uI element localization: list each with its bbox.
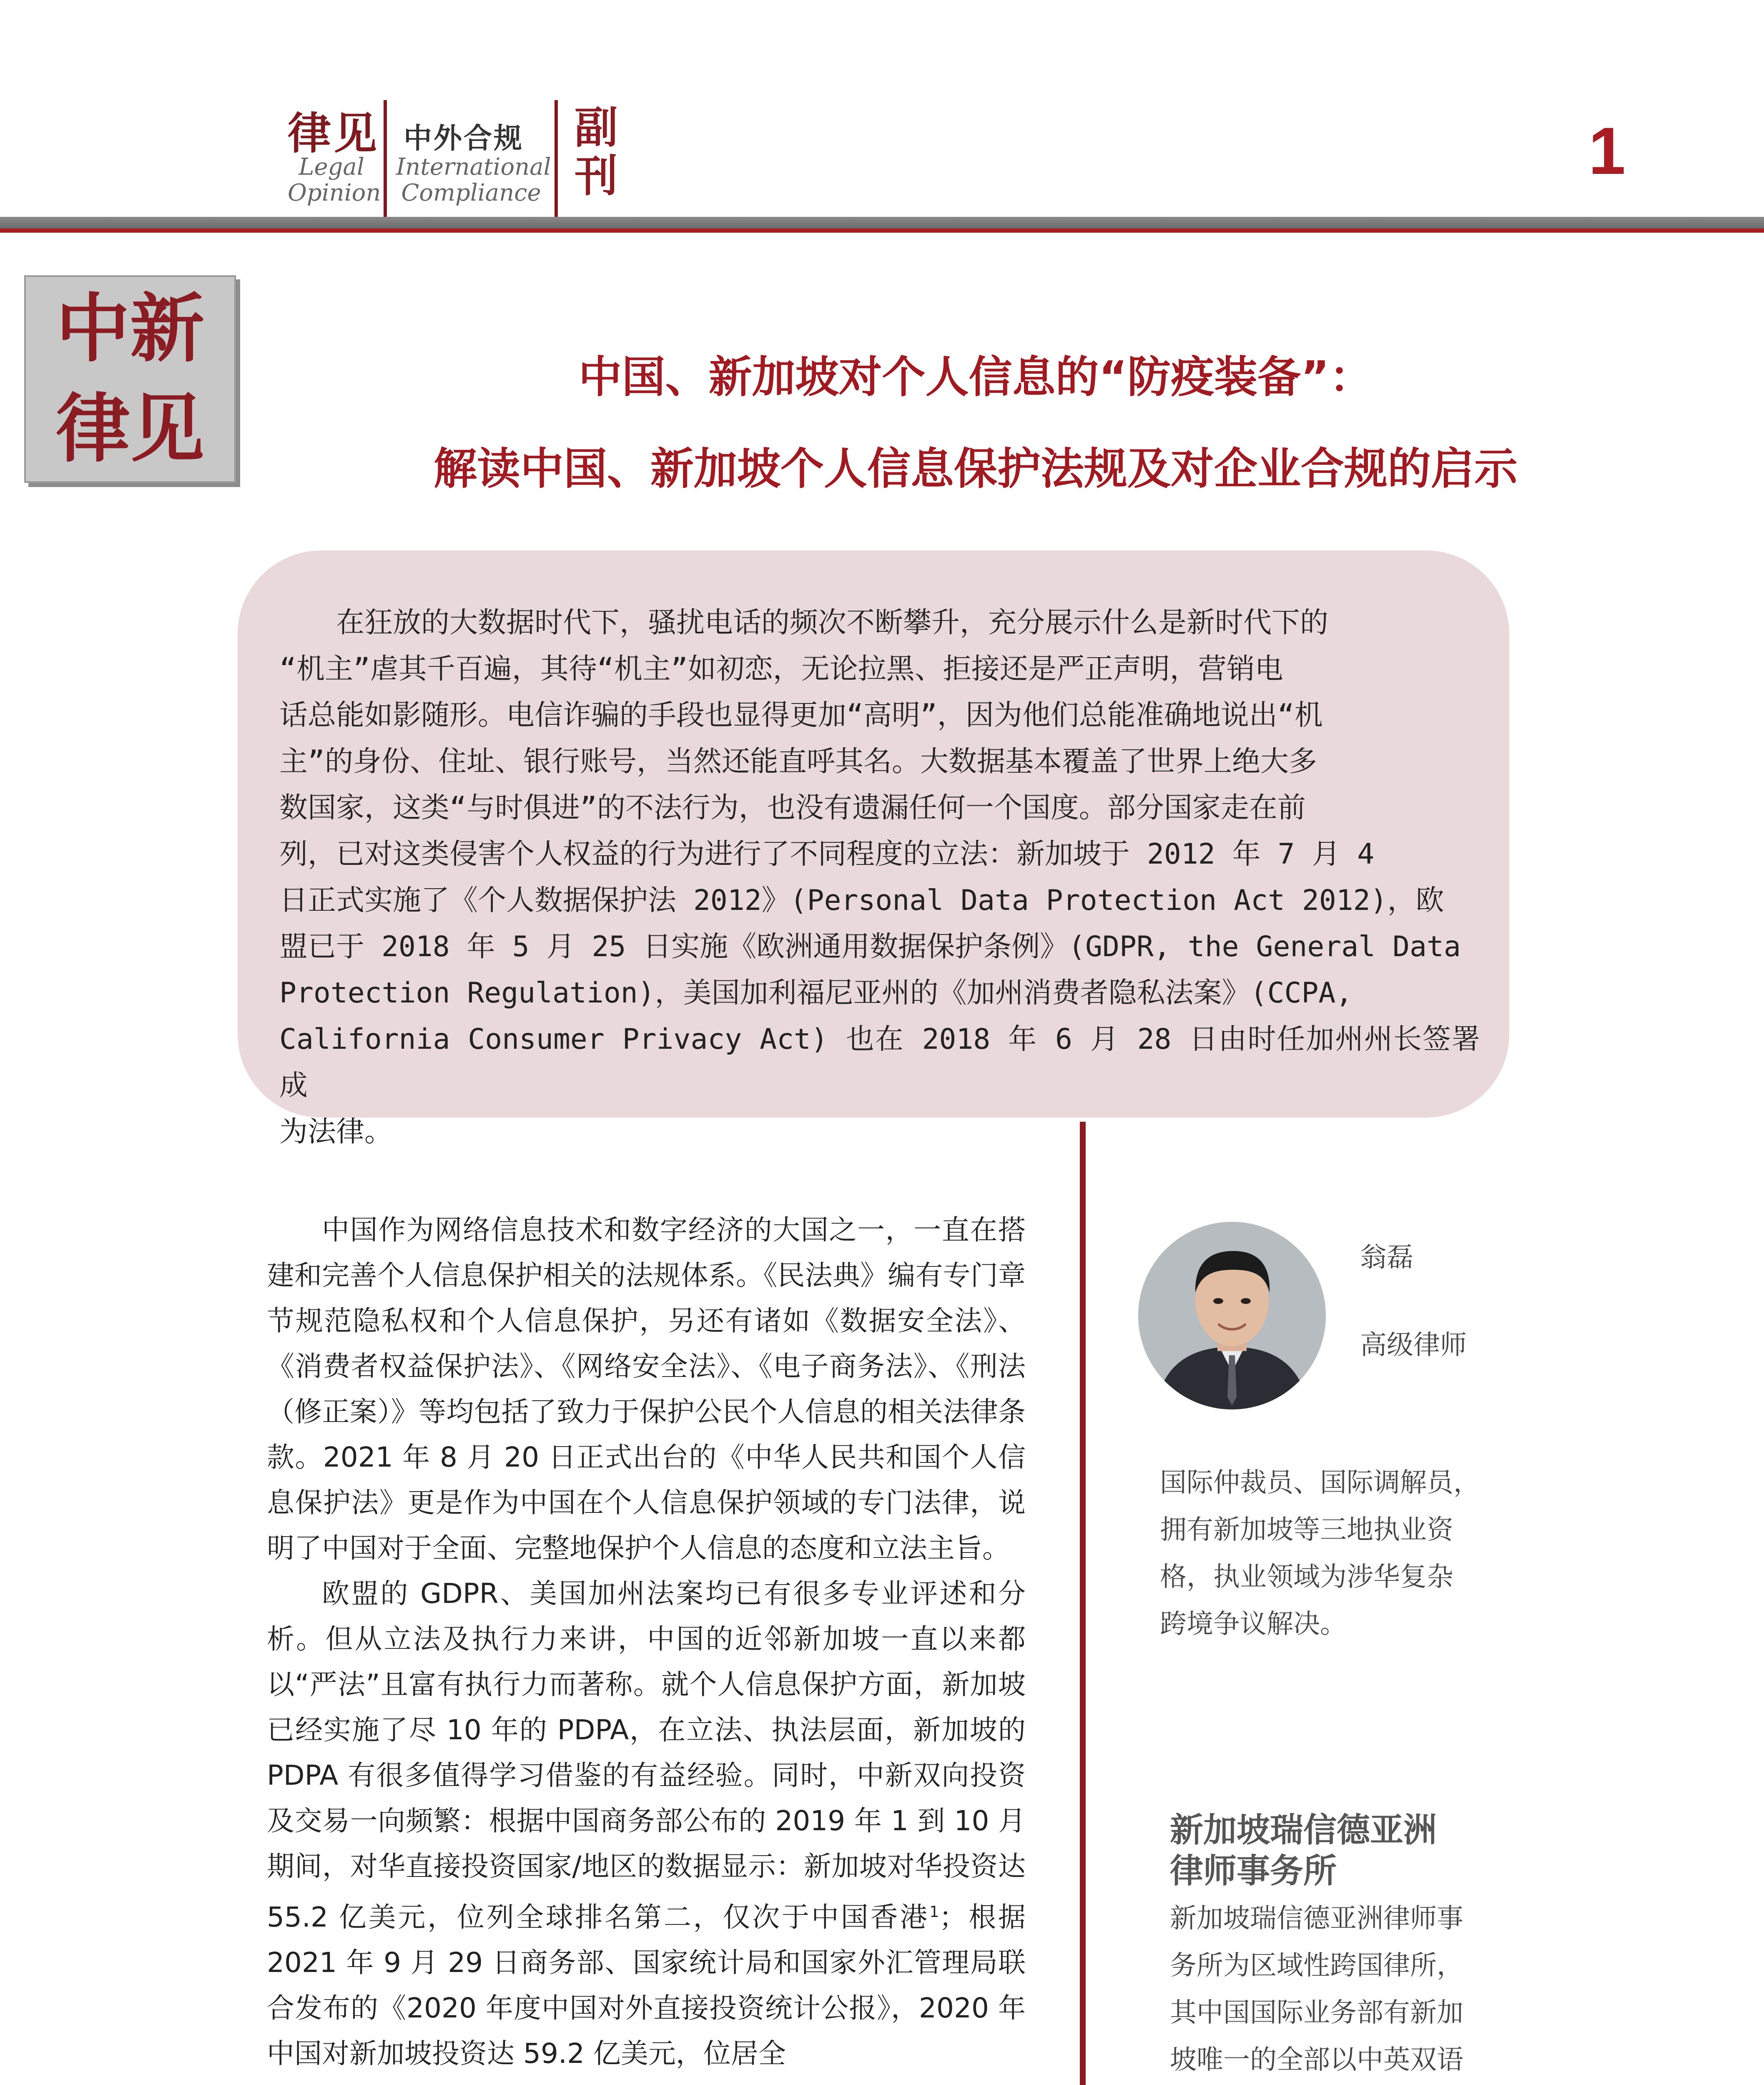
abstract-line: 为法律。 — [279, 1115, 393, 1148]
firm-desc-line: 坡唯一的全部以中英双语 — [1170, 2045, 1463, 2075]
section-subtitle-en — [396, 153, 551, 206]
author-photo — [1138, 1222, 1326, 1409]
page-number: 1 — [1588, 113, 1626, 188]
logo-en-line1: Legal — [299, 153, 364, 181]
abstract-line: 日正式实施了《个人数据保护法 2012》(Personal Data Protection Act 2012)，欧 — [279, 884, 1444, 917]
body-paragraph-1: 中国作为网络信息技术和数字经济的大国之一，一直在搭建和完善个人信息保护相关的法规体系。《民法典》编有专门章节规范隐私权和个人信息保护，另还有诸如《数据安全法》、《消费者权益保护法》、《网络安全法》、《电子商务法》、《刑法（修正案）》等均包括了致力于保护公民个人信息的相关法律条款。2021 年 8 月 20 日正式出台的《中华人民共和国个人信息保护法》更是作为中国在个人信息保护领域的专门法律，说明了中国对于全面、完整地保护个人信息的态度和立法主旨。 — [267, 1214, 1026, 1564]
article-body — [267, 1207, 1026, 2076]
supplement-char-1: 副 — [575, 102, 618, 153]
badge-line1: 中新 — [56, 285, 204, 372]
author-bio-line: 国际仲裁员、国际调解员， — [1160, 1467, 1480, 1498]
abstract-line: California Consumer Privacy Act) 也在 2018 年 6 月 28 日由时任加州州长签署成 — [279, 1023, 1480, 1102]
footnote-reference[interactable]: 1 — [929, 1903, 939, 1921]
firm-desc-line: 务所为区域性跨国律所， — [1170, 1950, 1463, 1981]
body-paragraph-2-part1: 欧盟的 GDPR、美国加州法案均已有很多专业评述和分析。但从立法及执行力来讲，中国的近邻新加坡一直以来都以“严法”且富有执行力而著称。就个人信息保护方面，新加坡已经实施了尽 10 年的 PDPA，在立法、执法层面，新加坡的 PDPA 有很多值得学习借鉴的有益经验。同时，中新双向投资及交易一向频繁：根据中国商务部公布的 2019 年 1 到 10 月期间，对华直接投资国家/地区的数据显示：新加坡对华投资达 55.2 亿美元，位列全球排名第二，仅次于中国香港 — [267, 1578, 1026, 1933]
column-divider — [1080, 1122, 1086, 2085]
abstract-line: Protection Regulation)，美国加利福尼亚州的《加州消费者隐私法案》(CCPA, — [279, 977, 1353, 1010]
author-bio-line: 跨境争议解决。 — [1160, 1609, 1347, 1640]
abstract-line: 列，已对这类侵害个人权益的行为进行了不同程度的立法：新加坡于 2012 年 7 月 4 — [279, 838, 1375, 871]
logo-title-cn: 律见 — [288, 108, 380, 159]
author-portrait-icon — [1138, 1222, 1326, 1409]
body-paragraph-2-part2: ；根据 2021 年 9 月 29 日商务部、国家统计局和国家外汇管理局联合发布的《2020 年度中国对外直接投资统计公报》，2020 年中国对新加坡投资达 59.2 亿美元，位居全 — [267, 1901, 1026, 2070]
article-title-line2: 解读中国、新加坡个人信息保护法规及对企业合规的启示 — [433, 443, 1518, 494]
author-bio-line: 格，执业领域为涉华复杂 — [1160, 1562, 1453, 1593]
author-name: 翁磊 — [1360, 1242, 1413, 1273]
author-bio — [1160, 1460, 1535, 1648]
abstract-line: 主”的身份、住址、银行账号，当然还能直呼其名。大数据基本覆盖了世界上绝大多 — [279, 745, 1317, 778]
author-title: 高级律师 — [1360, 1330, 1467, 1361]
section-title-cn: 中外合规 — [404, 122, 524, 155]
section-divider — [555, 100, 558, 217]
section-en-line2: Compliance — [401, 179, 541, 206]
logo-en-line2: Opinion — [288, 179, 381, 206]
column-badge — [24, 275, 236, 483]
header-rule-accent — [0, 229, 1764, 233]
supplement-label — [575, 103, 618, 200]
firm-description — [1170, 1895, 1545, 2085]
abstract-text — [279, 600, 1480, 1155]
abstract-line: 盟已于 2018 年 5 月 25 日实施《欧洲通用数据保护条例》(GDPR, the General Data — [279, 930, 1461, 963]
abstract-line: “机主”虐其千百遍，其待“机主”如初恋，无论拉黑、拒接还是严正声明，营销电 — [279, 653, 1283, 686]
header-rule — [0, 217, 1764, 229]
logo-subtitle-en — [288, 153, 381, 206]
body-paragraph-2 — [267, 1571, 1026, 2076]
abstract-line: 话总能如影随形。电信诈骗的手段也显得更加“高明”，因为他们总能准确地说出“机 — [279, 699, 1323, 732]
article-title-line1: 中国、新加坡对个人信息的“防疫装备”： — [578, 352, 1373, 402]
section-en-line1: International — [396, 153, 551, 181]
firm-desc-line: 新加坡瑞信德亚洲律师事 — [1170, 1903, 1463, 1934]
badge-line2: 律见 — [56, 385, 204, 472]
author-bio-line: 拥有新加坡等三地执业资 — [1160, 1515, 1453, 1545]
supplement-char-2: 刊 — [575, 151, 618, 201]
firm-desc-line: 其中国国际业务部有新加 — [1170, 1997, 1463, 2028]
logo-divider — [384, 100, 387, 217]
firm-name-line2: 律师事务所 — [1170, 1851, 1337, 1890]
firm-name — [1170, 1810, 1545, 1892]
firm-name-line1: 新加坡瑞信德亚洲 — [1170, 1811, 1437, 1849]
abstract-line: 数国家，这类“与时俱进”的不法行为，也没有遗漏任何一个国度。部分国家走在前 — [279, 791, 1306, 824]
abstract-line: 在狂放的大数据时代下，骚扰电话的频次不断攀升，充分展示什么是新时代下的 — [279, 606, 1329, 639]
